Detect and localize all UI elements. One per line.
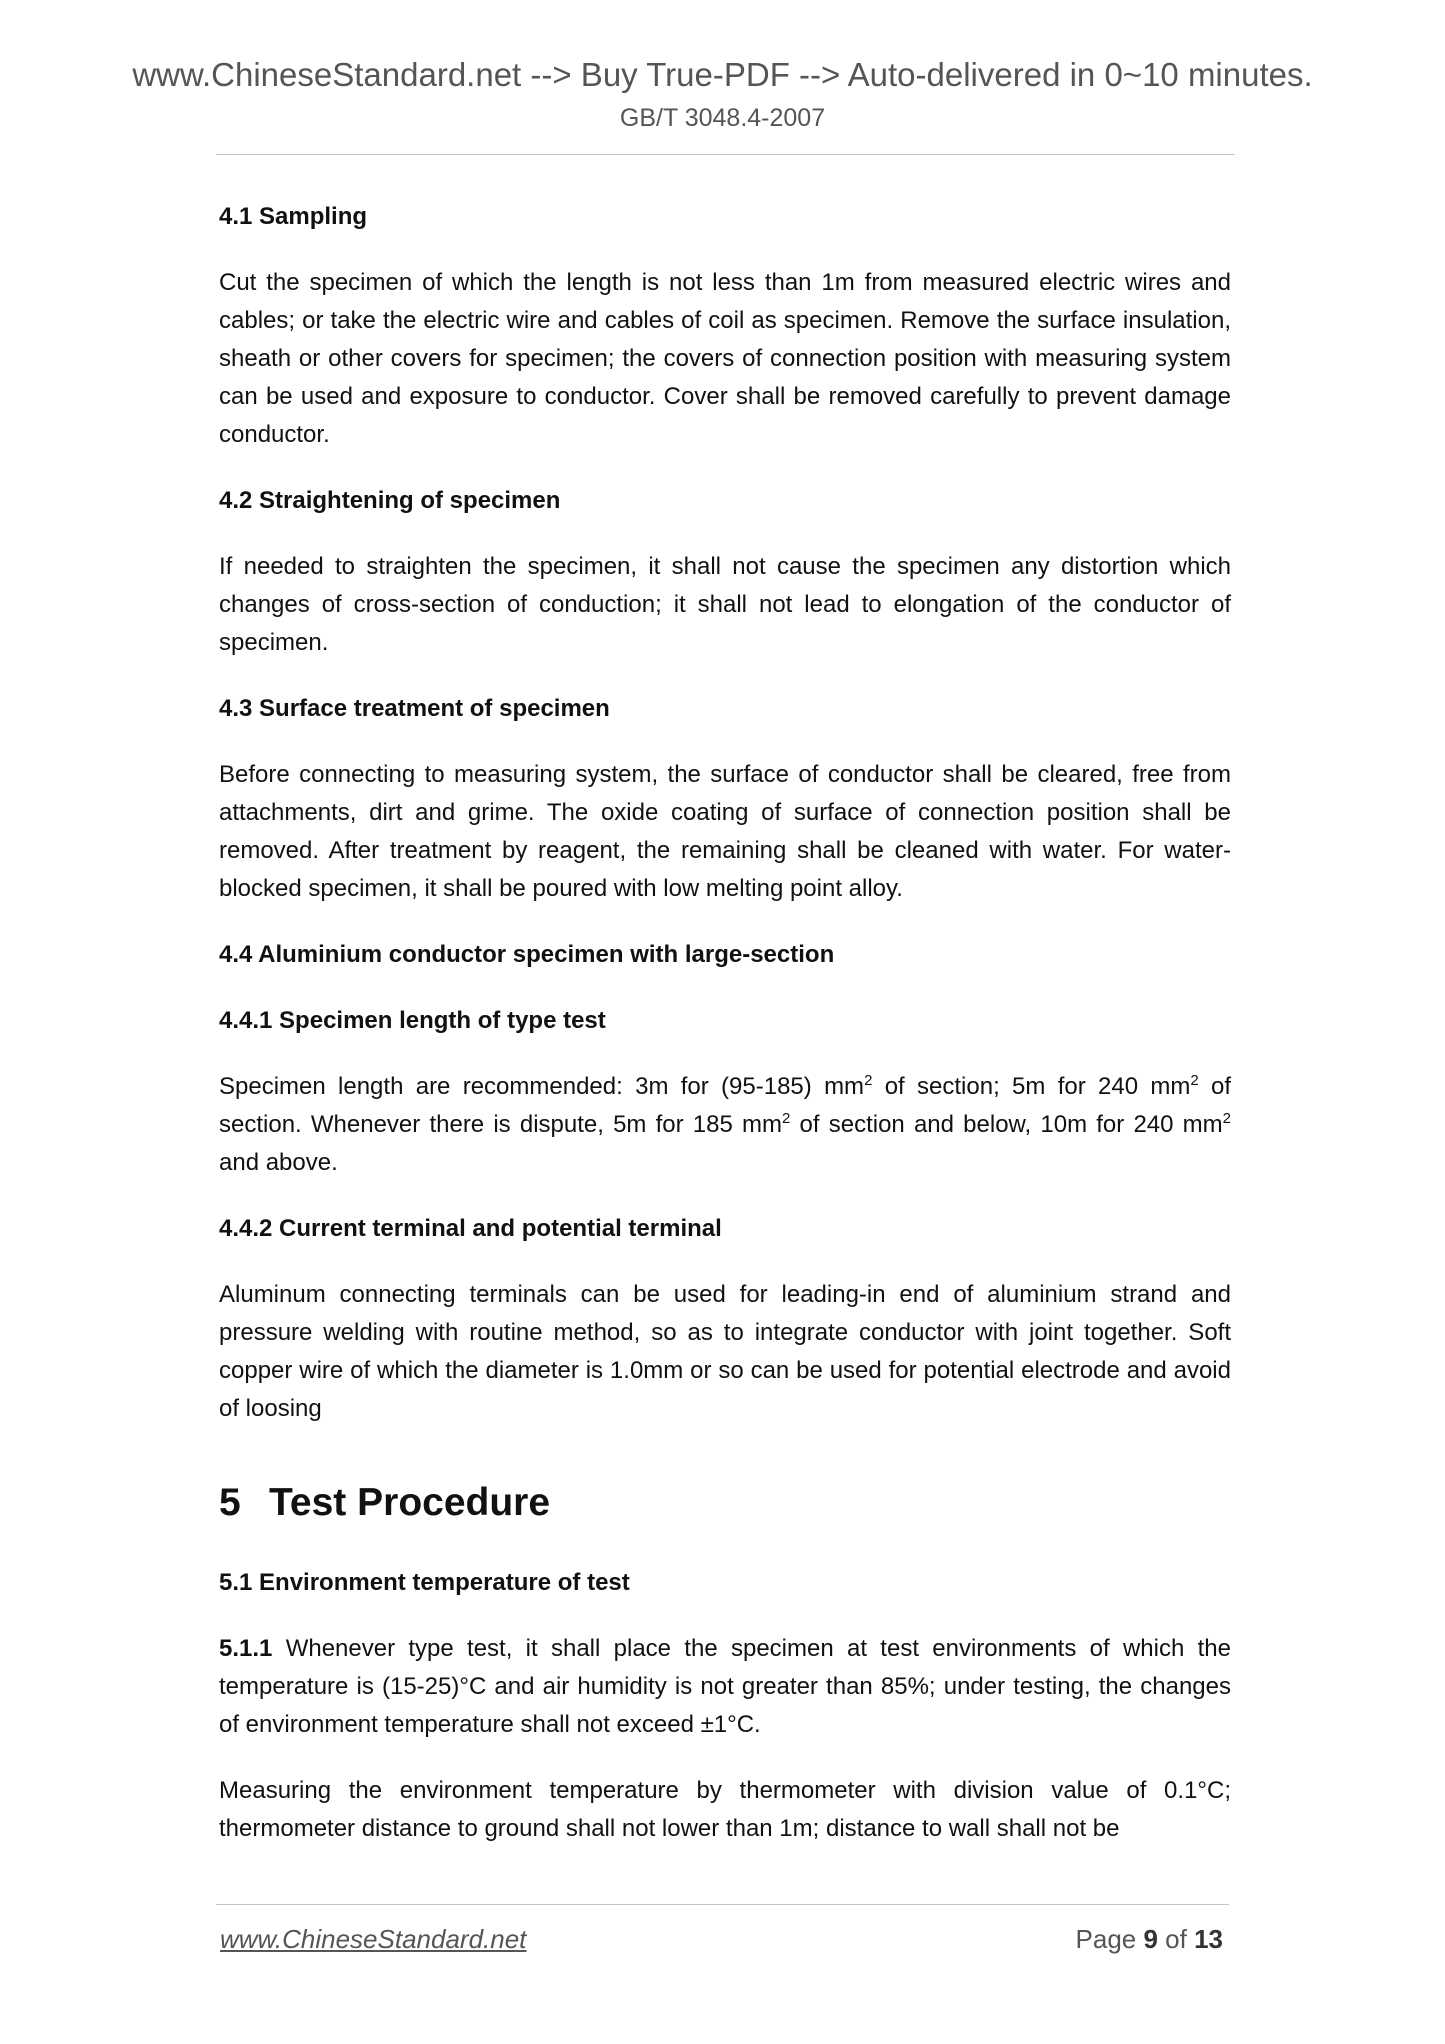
text-run: of section; 5m for 240 mm [872,1073,1191,1100]
paragraph-5-1-1 [219,1630,1231,1744]
heading-4-4-2: 4.4.2 Current terminal and potential terminal [219,1215,722,1242]
paragraph-4-2: If needed to straighten the specimen, it shall not cause the specimen any distortion which changes of cross-section of conduction; it shall not lead to elongation of the conductor of specimen. [219,553,1231,656]
heading-4-3: 4.3 Surface treatment of specimen [219,695,610,722]
footer-site-link[interactable]: www.ChineseStandard.net [220,1924,527,1954]
paragraph-4-1: Cut the specimen of which the length is not less than 1m from measured electric wires and cables; or take the electric wire and cables of coil as specimen. Remove the surface insulation, sheath or other covers for specimen; the covers of connection position with measuring system can be used and exposure to conductor. Cover shall be removed carefully to prevent damage conductor. [219,269,1231,448]
text-run: of section. Whenever there is dispute, 5m for 185 mm [219,1073,1232,1138]
page-total: 13 [1194,1924,1223,1954]
paragraph-5-1-1-continued: Measuring the environment temperature by thermometer with division value of 0.1°C; thermometer distance to ground shall not lower than 1m; distance to wall shall not be [219,1777,1231,1842]
chapter-heading-5 [219,1478,1231,1528]
header-divider [216,154,1235,155]
clause-number: 5.1.1 [219,1635,273,1662]
page-indicator [1076,1924,1223,1955]
text-run: Specimen length are recommended: 3m for (95-185) mm [219,1073,865,1100]
clause-text: Whenever type test, it shall place the specimen at test environments of which the temperature is (15-25)°C and air humidity is not greater than 85%; under testing, the changes of environment temperature shall not exceed ±1°C. [219,1635,1231,1738]
heading-4-4: 4.4 Aluminium conductor specimen with large-section [219,941,835,968]
heading-4-2: 4.2 Straightening of specimen [219,487,561,514]
heading-4-4-1: 4.4.1 Specimen length of type test [219,1007,606,1034]
text-run: and above. [219,1149,338,1176]
superscript: 2 [1222,1110,1231,1127]
chapter-title: Test Procedure [269,1481,551,1524]
page-prefix: Page [1075,1924,1144,1954]
standard-number: GB/T 3048.4-2007 [619,104,826,132]
page-current: 9 [1143,1924,1158,1954]
heading-4-1: 4.1 Sampling [219,203,368,230]
header-banner: www.ChineseStandard.net --> Buy True-PDF --> Auto-delivered in 0~10 minutes. [132,56,1313,93]
superscript: 2 [1190,1072,1199,1089]
superscript: 2 [864,1072,873,1089]
page-of: of [1157,1924,1195,1954]
paragraph-4-4-2: Aluminum connecting terminals can be used for leading-in end of aluminium strand and pressure welding with routine method, so as to integrate conductor with joint together. Soft copper wire of which the diameter is 1.0mm or so can be used for potential electrode and avoid of loosing [219,1281,1231,1422]
text-run: of section and below, 10m for 240 mm [790,1111,1223,1138]
superscript: 2 [782,1110,791,1127]
chapter-number: 5 [219,1481,241,1524]
paragraph-4-3: Before connecting to measuring system, the surface of conductor shall be cleared, free from attachments, dirt and grime. The oxide coating of surface of connection position shall be removed. After treatment by reagent, the remaining shall be cleaned with water. For water-blocked specimen, it shall be poured with low melting point alloy. [219,761,1231,902]
footer-divider [216,1904,1229,1905]
paragraph-4-4-1 [219,1068,1231,1182]
heading-5-1: 5.1 Environment temperature of test [219,1569,630,1596]
document-body [219,198,1231,1876]
